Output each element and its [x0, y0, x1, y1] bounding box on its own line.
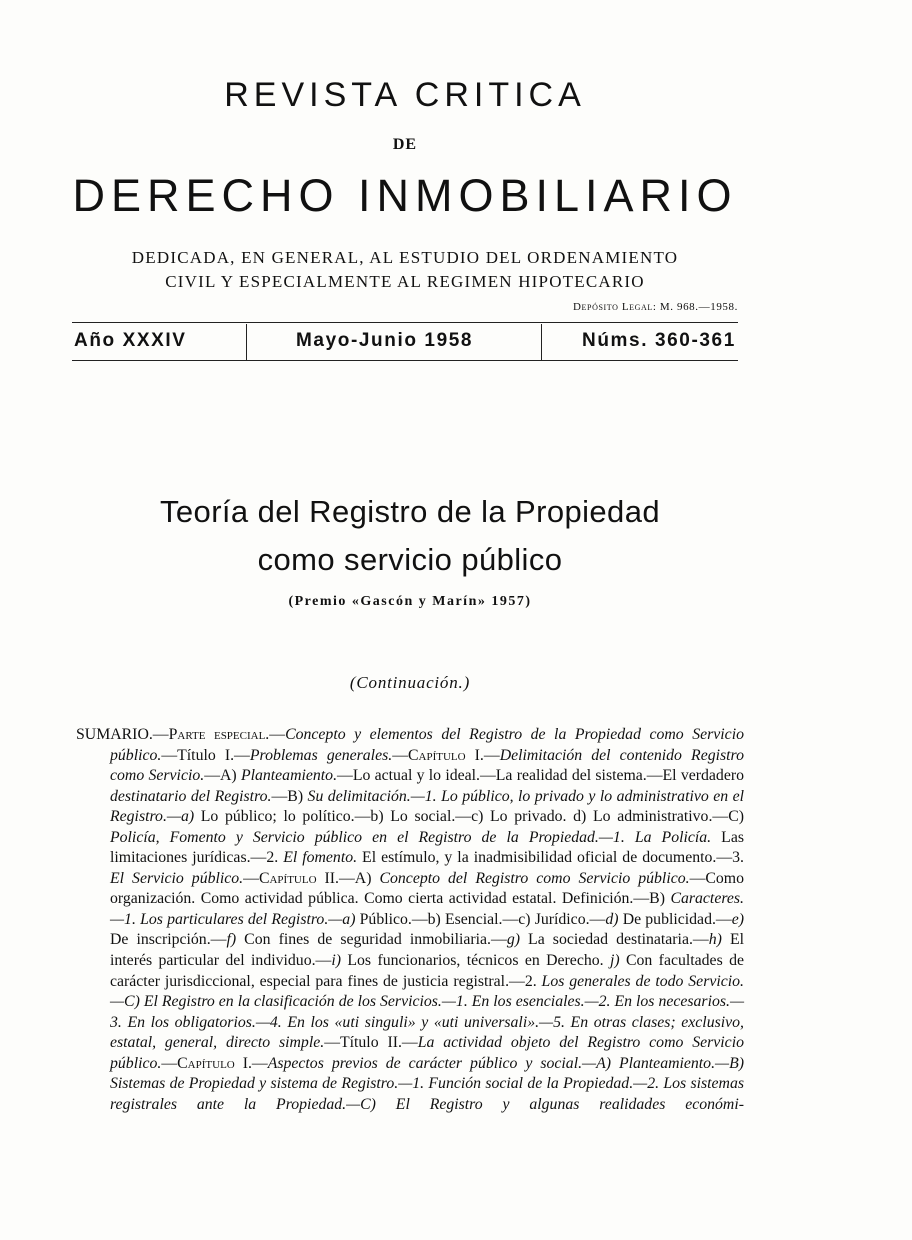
- summary-emphasis: g): [506, 931, 520, 949]
- summary-chapter: —Capítulo II.—A): [243, 869, 380, 887]
- issue-numbers: Núms. 360-361: [582, 330, 736, 351]
- summary-text: —B): [271, 787, 308, 805]
- journal-title-line1: REVISTA CRITICA: [224, 76, 586, 114]
- dedication-line1: DEDICADA, EN GENERAL, AL ESTUDIO DEL ORDENAMIENTO: [131, 248, 679, 267]
- summary-emphasis: Concepto del Registro como Servicio público.: [379, 869, 690, 887]
- summary-text: Lo público; lo político.—b) Lo social.—c) Lo privado. d) Lo administrativo.—C): [194, 808, 744, 826]
- summary-emphasis: Los generales de todo Servicio.—C) El Registro en la clasificación de los Servicios.—1. En los esenciales.—2. En los necesarios.—3. En los obligatorios.—4. En los «uti singuli» y «uti universali».—5. En otras clases; exclusivo, estatal, general, directo simple.: [110, 972, 744, 1052]
- summary-emphasis: Aspectos previos de carácter público y social.—A) Planteamiento.—B) Sistemas de Propiedad y sistema de Registro.—1. Función social de la Propiedad.—2. Los sistemas registrales ante la Propiedad.—C) El Registro y algunas realidades económi-: [110, 1054, 744, 1113]
- article-title: [100, 488, 720, 584]
- journal-dedication: [70, 246, 740, 294]
- article-title-line1: Teoría del Registro de la Propiedad: [160, 494, 660, 529]
- continuation-note: (Continuación.): [349, 673, 471, 692]
- summary-emphasis: Delimitación del contenido Registro como Servicio.: [110, 746, 744, 785]
- issue-bar-divider: [246, 324, 247, 360]
- summary-emphasis: d): [605, 910, 619, 928]
- summary-text: —Como organización. Como actividad pública. Como cierta actividad estatal. Definición.—B): [110, 869, 744, 908]
- article-title-line2: como servicio público: [257, 542, 563, 577]
- summary-text: Con facultades de carácter jurisdiccional, especial para fines de justicia registral.—2.: [110, 952, 744, 990]
- summary-text: Público.—b) Esencial.—c) Jurídico.—: [355, 910, 606, 928]
- issue-date: Mayo-Junio 1958: [296, 330, 474, 351]
- summary-text: Con fines de seguridad inmobiliaria.—: [236, 931, 507, 949]
- summary-emphasis: La actividad objeto del Registro como Servicio público.: [110, 1034, 744, 1072]
- summary-emphasis: Concepto y elementos del Registro de la Propiedad como Servicio público.: [110, 726, 744, 764]
- summary-emphasis: El fomento.: [283, 849, 358, 867]
- issue-bar-bottom-rule: [72, 360, 738, 361]
- journal-title-line2: DERECHO INMOBILIARIO: [72, 170, 738, 221]
- issue-year: Año XXXIV: [74, 330, 187, 351]
- summary-part: Parte especial.—: [168, 726, 286, 743]
- award-note: (Premio «Gascón y Marín» 1957): [288, 594, 532, 609]
- journal-title-de: DE: [392, 136, 418, 153]
- summary-emphasis: h): [708, 931, 722, 949]
- summary-text: —Título II.—: [324, 1034, 418, 1052]
- summary-emphasis: Problemas generales.: [249, 746, 393, 764]
- summary-text: —A): [204, 767, 241, 785]
- legal-deposit-value: M. 968.—1958.: [659, 301, 738, 313]
- legal-deposit: [573, 301, 738, 313]
- summary-emphasis: Policía, Fomento y Servicio público en el Registro de la Propiedad.—1. La Policía.: [110, 828, 712, 846]
- dedication-line2: CIVIL Y ESPECIALMENTE AL REGIMEN HIPOTECARIO: [165, 272, 645, 291]
- summary-text: La sociedad destinataria.—: [519, 931, 709, 949]
- summary-text: De publicidad.—: [618, 910, 732, 928]
- legal-deposit-label: Depósito Legal:: [573, 301, 657, 313]
- summary-text: El estímulo, y la inadmisibilidad oficial de documento.—3.: [357, 849, 744, 867]
- summary-text: —Lo actual y lo ideal.—La realidad del sistema.—El verdadero: [337, 767, 744, 785]
- summary-text: De inscripción.—: [110, 931, 227, 949]
- summary-emphasis: Caracteres.—1. Los particulares del Registro.—a): [110, 890, 744, 928]
- summary-emphasis: destinatario del Registro.: [110, 787, 272, 805]
- summary-text: Los funcionarios, técnicos en Derecho.: [341, 952, 610, 970]
- summary-emphasis: El Servicio público.: [110, 869, 244, 887]
- summary-text: —Título I.—: [161, 746, 250, 764]
- summary-emphasis: j): [609, 952, 620, 970]
- summary-chapter: —Capítulo I.—: [392, 746, 500, 764]
- issue-bar-top-rule: [72, 322, 738, 323]
- summary-label: SUMARIO.—: [76, 726, 169, 743]
- summary-emphasis: Planteamiento.: [240, 767, 338, 785]
- summary-text: Las limitaciones jurídicas.—2.: [110, 828, 744, 867]
- summary-emphasis: Su delimitación.—1. Lo público, lo privado y lo administrativo en el Registro.—a): [110, 787, 744, 826]
- summary-text: El interés particular del individuo.—: [110, 931, 744, 970]
- summary-emphasis: f): [226, 931, 237, 949]
- summary-emphasis: e): [731, 910, 744, 928]
- issue-bar-divider: [541, 324, 542, 360]
- summary-paragraph: [76, 725, 744, 1115]
- summary-emphasis: i): [331, 952, 341, 970]
- summary-chapter: —Capítulo I.—: [161, 1054, 268, 1072]
